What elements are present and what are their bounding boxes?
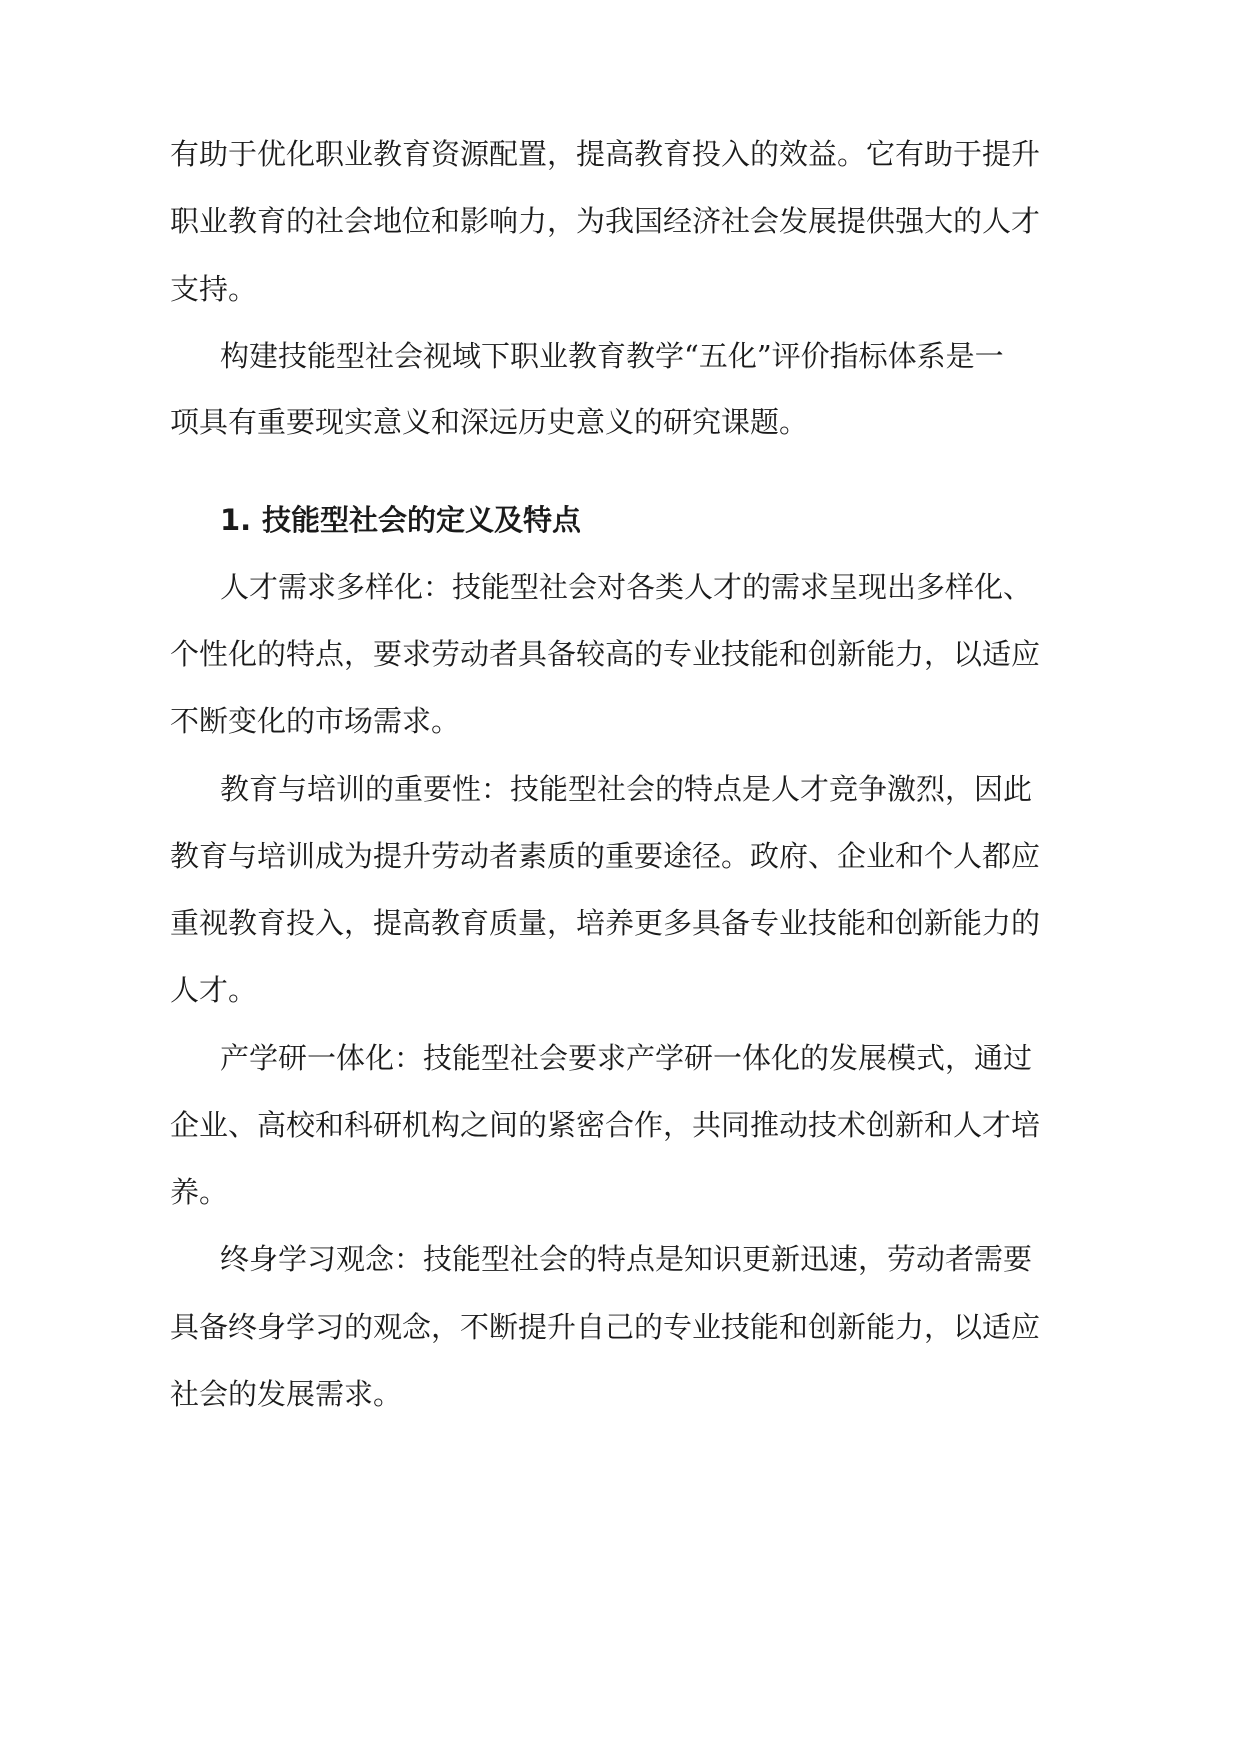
text-line — [0, 1233, 1241, 1285]
paragraph-text: 终身学习观念：技能型社会的特点是知识更新迅速，劳动者需要 — [220, 1242, 1033, 1276]
paragraph-text: 个性化的特点，要求劳动者具备较高的专业技能和创新能力，以适应 — [170, 637, 1041, 671]
text-line — [0, 561, 1241, 613]
paragraph-text: 企业、高校和科研机构之间的紧密合作，共同推动技术创新和人才培 — [170, 1108, 1041, 1142]
paragraph-text: 支持。 — [170, 272, 258, 306]
text-line — [0, 1368, 1241, 1420]
heading-number: 1. — [220, 503, 252, 537]
text-line — [0, 396, 1241, 448]
paragraph-text: 重视教育投入，提高教育质量，培养更多具备专业技能和创新能力的 — [170, 906, 1041, 940]
paragraph-text: 具备终身学习的观念，不断提升自己的专业技能和创新能力，以适应 — [170, 1310, 1041, 1344]
text-line — [0, 195, 1241, 247]
paragraph-text: 教育与培训的重要性：技能型社会的特点是人才竞争激烈，因此 — [220, 772, 1033, 806]
text-line — [0, 128, 1241, 180]
text-line — [0, 695, 1241, 747]
text-line — [0, 830, 1241, 882]
heading-text: 技能型社会的定义及特点 — [262, 503, 582, 537]
text-line — [0, 628, 1241, 680]
text-line — [0, 263, 1241, 315]
text-line — [0, 964, 1241, 1016]
paragraph-text: 项具有重要现实意义和深远历史意义的研究课题。 — [170, 405, 809, 439]
paragraph-text: 人才需求多样化：技能型社会对各类人才的需求呈现出多样化、 — [220, 570, 1033, 604]
text-line — [0, 330, 1241, 382]
paragraph-text: 养。 — [170, 1175, 229, 1209]
text-line — [0, 763, 1241, 815]
text-line — [0, 1166, 1241, 1218]
paragraph-text: 教育与培训成为提升劳动者素质的重要途径。政府、企业和个人都应 — [170, 839, 1041, 873]
paragraph-text: 产学研一体化：技能型社会要求产学研一体化的发展模式，通过 — [220, 1041, 1033, 1075]
text-line — [0, 1099, 1241, 1151]
text-line — [0, 1032, 1241, 1084]
text-line — [0, 1301, 1241, 1353]
paragraph-text: 有助于优化职业教育资源配置，提高教育投入的效益。它有助于提升 — [170, 137, 1041, 171]
paragraph-text: 不断变化的市场需求。 — [170, 704, 461, 738]
text-line — [0, 897, 1241, 949]
paragraph-text: 社会的发展需求。 — [170, 1377, 403, 1411]
paragraph-text: 构建技能型社会视域下职业教育教学“五化”评价指标体系是一 — [220, 339, 1004, 373]
section-heading — [0, 494, 1241, 546]
paragraph-text: 人才。 — [170, 973, 258, 1007]
paragraph-text: 职业教育的社会地位和影响力，为我国经济社会发展提供强大的人才 — [170, 204, 1041, 238]
